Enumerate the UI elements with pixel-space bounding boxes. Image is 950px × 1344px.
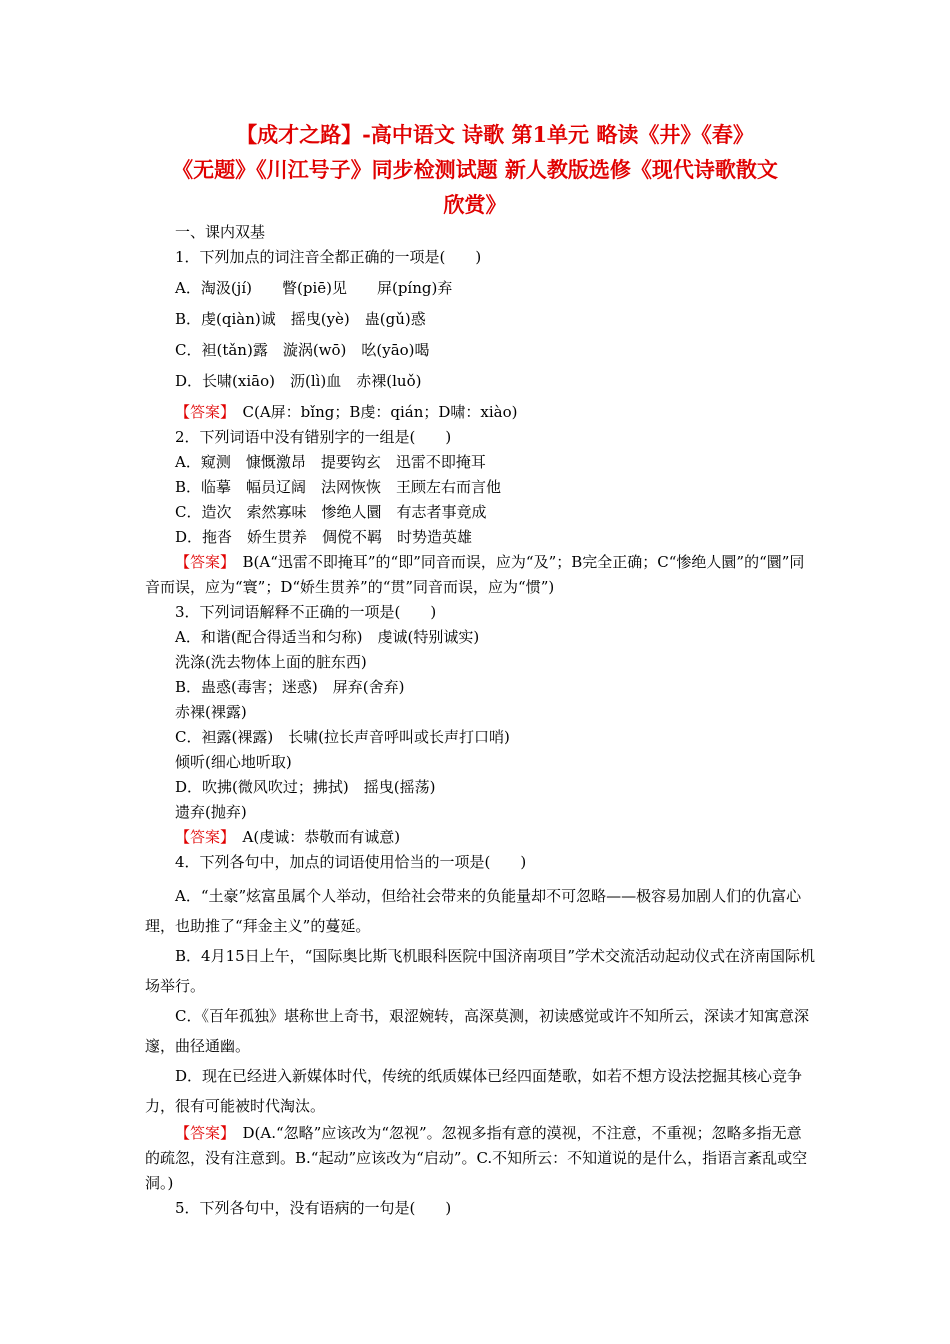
q1-answer-text: C(A屏：bǐng；B虔：qián；D啸：xiào) <box>227 403 518 421</box>
q4-option-b: B．4月15日上午，“国际奥比斯飞机眼科医院中国济南项目”学术交流活动起动仪式在济南国际机场举行。 <box>145 947 815 995</box>
q3-option-b-cont: 赤裸(裸露) <box>175 703 247 721</box>
q1-option-d: D．长啸(xiāo) 沥(lì)血 赤裸(luǒ) <box>175 372 422 390</box>
q4-answer-text: D(A.“忽略”应该改为“忽视”。忽视多指有意的漠视，不注意，不重视；忽略多指无意的疏忽，没有注意到。B.“起动”应该改为“启动”。C.不知所云：不知道说的是什么，指语言紊乱或空洞。) <box>145 1124 808 1192</box>
q3-option-b: B．蛊惑(毒害；迷惑) 屏弃(舍弃) <box>175 678 405 696</box>
q3-option-c-cont: 倾听(细心地听取) <box>175 753 292 771</box>
q5-stem: 5．下列各句中，没有语病的一句是( ) <box>175 1199 452 1217</box>
q2-option-b: B．临摹 幅员辽阔 法网恢恢 王顾左右而言他 <box>175 478 502 496</box>
q4-option-c: C．《百年孤独》堪称世上奇书，艰涩婉转，高深莫测，初读感觉或许不知所云，深读才知寓意深邃，曲径通幽。 <box>145 1007 809 1055</box>
q2-option-a: A．窥测 慷慨激昂 提要钩玄 迅雷不即掩耳 <box>175 453 486 471</box>
document-body <box>145 220 815 1221</box>
q3-option-c: C．袒露(裸露) 长啸(拉长声音呼叫或长声打口哨) <box>175 728 510 746</box>
q4-option-d: D．现在已经进入新媒体时代，传统的纸质媒体已经四面楚歌，如若不想方设法挖掘其核心竞争力，很有可能被时代淘汰。 <box>145 1067 803 1115</box>
q3-option-a-cont: 洗涤(洗去物体上面的脏东西) <box>175 653 367 671</box>
q2-answer-text: B(A“迅雷不即掩耳”的“即”同音而误，应为“及”；B完全正确；C“惨绝人圜”的“圜”同音而误，应为“寰”；D“娇生贯养”的“贯”同音而误，应为“惯”) <box>145 553 805 596</box>
title-line-2: 《无题》《川江号子》同步检测试题 新人教版选修《现代诗歌散文 <box>172 157 778 182</box>
q3-option-d: D．吹拂(微风吹过；拂拭) 摇曳(摇荡) <box>175 778 436 796</box>
q1-stem: 1．下列加点的词注音全都正确的一项是( ) <box>175 248 482 266</box>
q1-answer <box>145 400 815 425</box>
q1-option-c: C．袒(tǎn)露 漩涡(wō) 吆(yāo)喝 <box>175 341 430 359</box>
q4-answer <box>145 1121 815 1196</box>
document-title <box>130 117 820 222</box>
q3-answer-text: A(虔诚：恭敬而有诚意) <box>227 828 401 846</box>
answer-tag: 【答案】 <box>175 828 228 846</box>
q2-option-d: D．拖沓 娇生贯养 倜傥不羁 时势造英雄 <box>175 528 473 546</box>
title-line-1: 【成才之路】-高中语文 诗歌 第1单元 略读《井》《春》 <box>236 122 754 147</box>
q3-option-a: A．和谐(配合得适当和匀称) 虔诚(特别诚实) <box>175 628 480 646</box>
q4-stem: 4．下列各句中，加点的词语使用恰当的一项是( ) <box>175 853 527 871</box>
q4-option-a: A．“土豪”炫富虽属个人举动，但给社会带来的负能量却不可忽略——极容易加剧人们的仇富心理，也助推了“拜金主义”的蔓延。 <box>145 887 802 935</box>
q2-option-c: C．造次 索然寡味 惨绝人圜 有志者事竟成 <box>175 503 487 521</box>
q3-option-d-cont: 遗弃(抛弃) <box>175 803 247 821</box>
q1-option-b: B．虔(qiàn)诚 摇曳(yè) 蛊(gǔ)惑 <box>175 310 426 328</box>
q3-stem: 3．下列词语解释不正确的一项是( ) <box>175 603 437 621</box>
q3-answer <box>145 825 815 850</box>
section-heading: 一、课内双基 <box>175 223 266 241</box>
q1-option-a: A．淘汲(jí) 瞥(piē)见 屏(píng)弃 <box>175 279 453 297</box>
title-line-3: 欣赏》 <box>443 192 507 217</box>
q2-stem: 2．下列词语中没有错别字的一组是( ) <box>175 428 452 446</box>
answer-tag: 【答案】 <box>175 553 228 571</box>
answer-tag: 【答案】 <box>175 1124 228 1142</box>
q2-answer <box>145 550 815 600</box>
answer-tag: 【答案】 <box>175 403 228 421</box>
